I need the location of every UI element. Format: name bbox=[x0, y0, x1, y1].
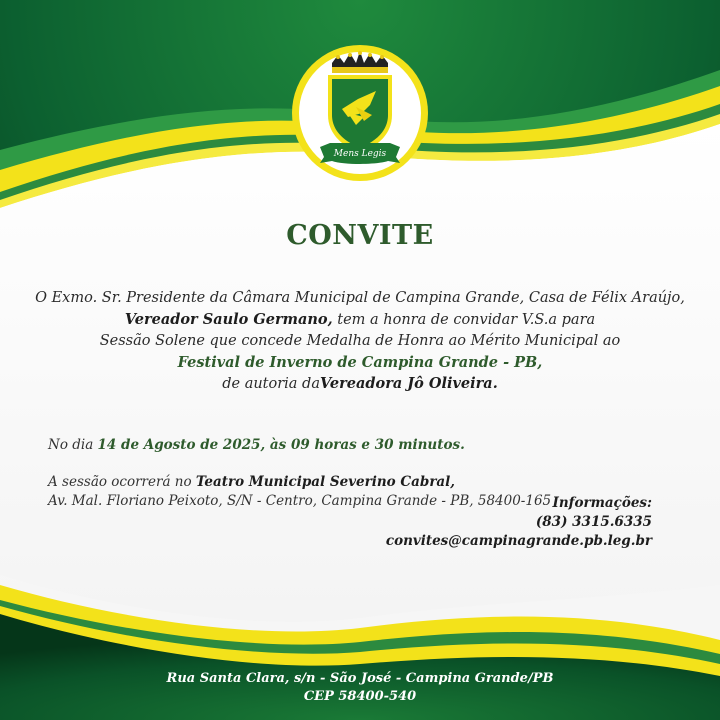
venue-prefix: A sessão ocorrerá no bbox=[48, 474, 196, 490]
body-line-1: O Exmo. Sr. Presidente da Câmara Municipal de Campina Grande, Casa de Félix Araújo, bbox=[35, 290, 685, 306]
footer-cep: CEP 58400-540 bbox=[303, 689, 417, 704]
venue-name: Teatro Municipal Severino Cabral, bbox=[195, 474, 456, 490]
chamber-emblem bbox=[290, 43, 430, 183]
contact-label: Informações: bbox=[552, 495, 652, 511]
footer-street: Rua Santa Clara, s/n - São José - Campina Grande/PB bbox=[166, 671, 554, 686]
body-line-3: Sessão Solene que concede Medalha de Honra ao Mérito Municipal ao bbox=[99, 333, 621, 349]
awardee-name: Festival de Inverno de Campina Grande - PB, bbox=[177, 354, 543, 371]
contact-info bbox=[386, 494, 652, 551]
author-name: Vereadora Jô Oliveira. bbox=[319, 375, 498, 392]
contact-phone: (83) 3315.6335 bbox=[535, 514, 652, 530]
contact-email: convites@campinagrande.pb.leg.br bbox=[385, 533, 652, 549]
body-line-2-rest: tem a honra de convidar V.S.a para bbox=[332, 312, 596, 328]
motto-ribbon bbox=[320, 143, 400, 164]
body-line-5 bbox=[30, 373, 690, 395]
session-date bbox=[48, 437, 465, 453]
invitation-title: CONVITE bbox=[286, 220, 434, 251]
date-prefix: No dia bbox=[48, 437, 98, 453]
invitation-body bbox=[30, 288, 690, 395]
venue-line bbox=[48, 473, 551, 492]
venue-address: Av. Mal. Floriano Peixoto, S/N - Centro, Campina Grande - PB, 58400-165 bbox=[48, 493, 552, 509]
date-value: 14 de Agosto de 2025, às 09 horas e 30 minutos. bbox=[97, 437, 465, 453]
author-prefix: de autoria da bbox=[222, 376, 320, 392]
svg-text:Mens Legis: Mens Legis bbox=[333, 149, 387, 159]
footer-address bbox=[0, 670, 720, 706]
honoree-name: Vereador Saulo Germano, bbox=[124, 311, 333, 328]
body-line-2 bbox=[30, 309, 690, 331]
